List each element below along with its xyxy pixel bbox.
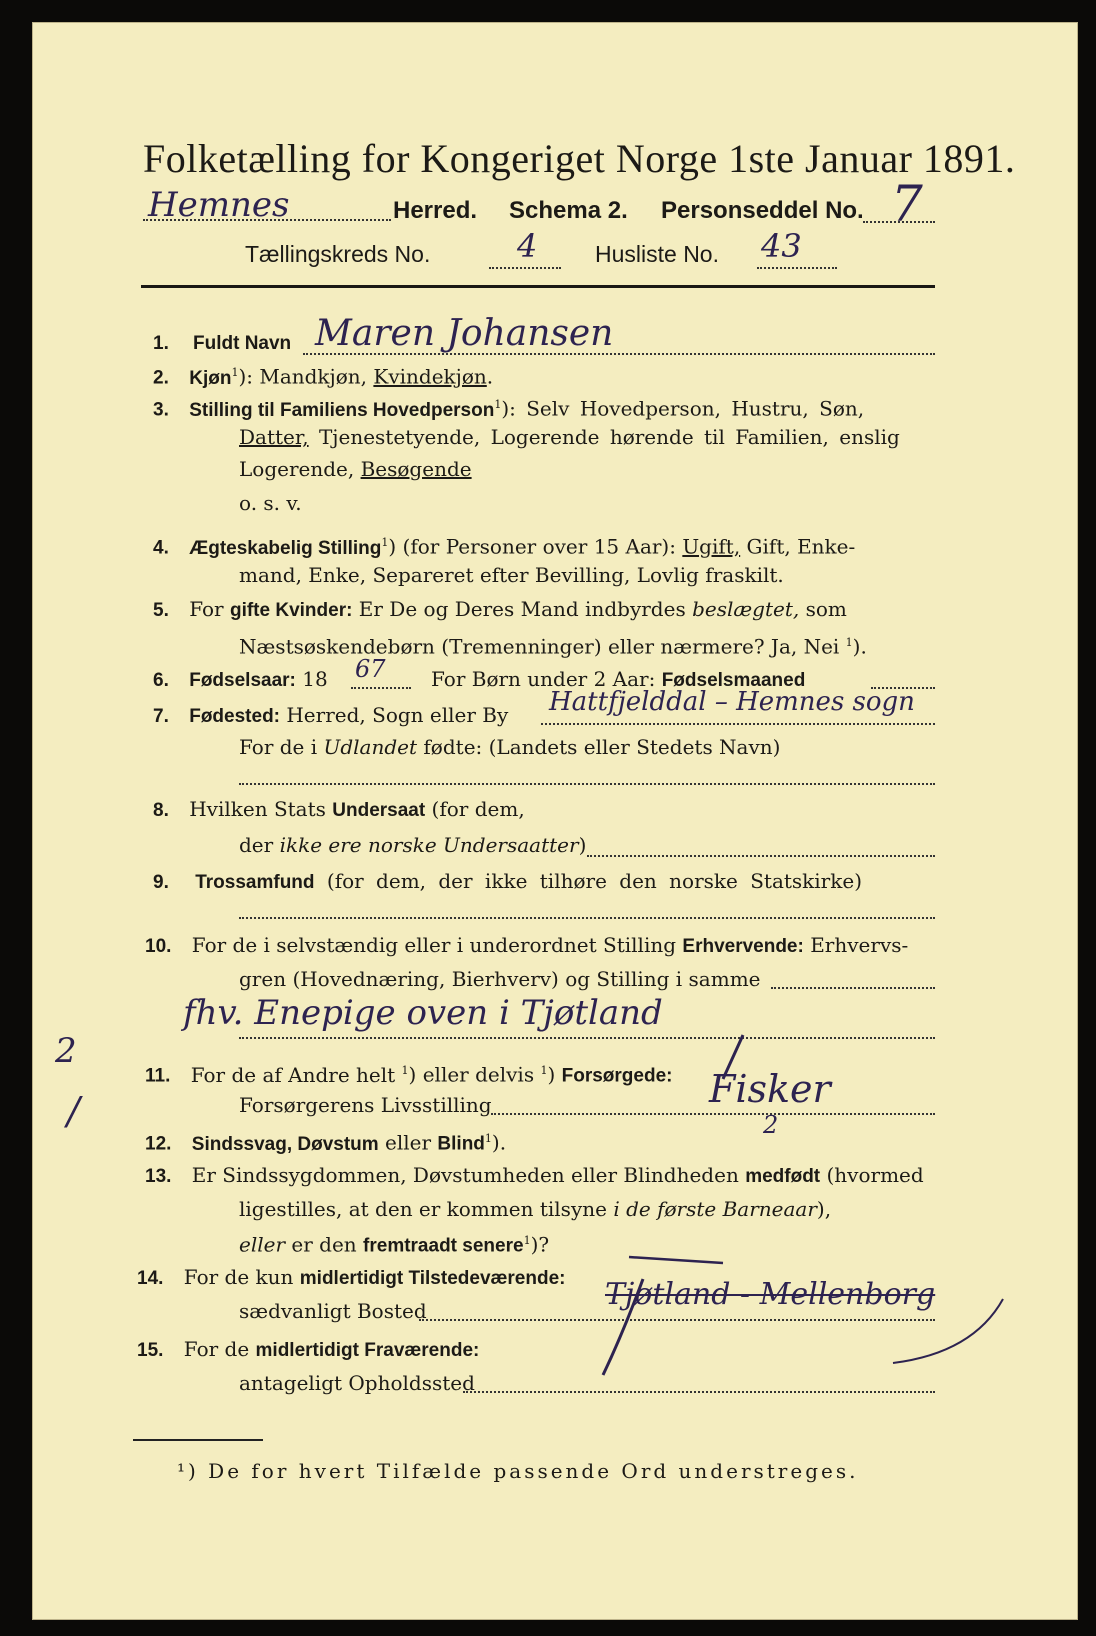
kreds-value: 4 (517, 227, 538, 265)
birth-year-prefix: 18 (302, 667, 328, 691)
footnote-ref: 1 (381, 536, 389, 549)
family-position-selected-1: Datter, (239, 425, 309, 449)
married-women-prefix: For (189, 597, 230, 621)
personseddel-label: Personseddel No. (661, 197, 864, 224)
temp-present-label: midlertidigt Tilstedeværende: (299, 1268, 566, 1289)
citizenship-dotline (587, 855, 935, 857)
item-number: 14. (137, 1268, 164, 1289)
family-position-options: ): Selv Hovedperson, Hustru, Søn, (501, 396, 865, 421)
occupation-text: For de i selvstændig eller i underordnet Stilling (191, 933, 683, 957)
citizenship-text: ) (578, 833, 587, 857)
birth-month-label: Fødselsmaaned (661, 670, 806, 691)
religion-label: Trossamfund (195, 872, 315, 893)
occupation-dotline-1 (771, 987, 935, 989)
husliste-dotline (757, 267, 837, 269)
item-number: 5. (153, 600, 169, 621)
citizenship-text: ikke ere norske Undersaatter (279, 833, 579, 857)
footnote-ref: 1 (484, 1132, 492, 1145)
form-title: Folketælling for Kongeriget Norge 1ste Januar 1891. (143, 136, 1016, 181)
provider-occupation-dotline (491, 1113, 935, 1115)
item-number: 1. (153, 333, 169, 354)
family-position-selected-2: Besøgende (360, 457, 472, 481)
marital-status-options: mand, Enke, Separeret efter Bevilling, Lovlig fraskilt. (239, 563, 784, 587)
temp-absent-label: midlertidigt Fraværende: (255, 1340, 480, 1361)
header-rule (141, 285, 935, 288)
footnote-ref: 1 (845, 636, 853, 649)
married-women-text: Er De og Deres Mand indbyrdes (352, 597, 693, 621)
occupation-dotline-2 (239, 1037, 935, 1039)
footnote-ref: 1 (523, 1234, 531, 1247)
citizenship-text: (for dem, (425, 797, 525, 821)
disability-text: eller (378, 1130, 438, 1155)
kreds-label: Tællingskreds No. (245, 241, 431, 267)
occupation-text: Erhvervs- (803, 933, 909, 957)
full-name-label: Fuldt Navn (193, 333, 292, 354)
birth-month-text: For Børn under 2 Aar: (431, 667, 662, 691)
birth-year-value: 67 (355, 655, 386, 683)
probable-stay-label: antageligt Opholdssted (239, 1371, 475, 1395)
congenital-text: eller (239, 1232, 286, 1257)
punct: . (486, 364, 494, 389)
footnote-ref: 1 (494, 398, 502, 411)
married-women-label: gifte Kvinder: (229, 600, 353, 621)
item-number: 6. (153, 670, 169, 691)
citizenship-text: Hvilken Stats (189, 797, 333, 821)
item-number: 2. (153, 367, 169, 389)
disability-label: Sindssvag, Døvstum (191, 1133, 379, 1155)
footnote-ref: 1 (231, 366, 239, 379)
provider-occupation-label: Forsørgerens Livsstilling (239, 1093, 492, 1117)
congenital-text: (hvormed (820, 1163, 924, 1187)
provider-occupation-value: Fisker (709, 1067, 831, 1111)
full-name-dotline (303, 353, 935, 355)
herred-label: Herred. (393, 197, 478, 224)
marital-status-label: Ægteskabelig Stilling (189, 537, 382, 559)
married-women-related: beslægtet, (692, 597, 800, 621)
provided-text: ) (547, 1062, 562, 1087)
congenital-text: i de første Barneaar (613, 1197, 817, 1221)
gender-label: Kjøn (189, 367, 232, 389)
family-position-options: Tjenestetyende, Logerende hørende til Familien, enslig (308, 425, 900, 449)
kreds-dotline (489, 267, 561, 269)
provided-text: ) eller delvis (408, 1062, 541, 1087)
personseddel-dotline (863, 221, 935, 223)
usual-residence-label: sædvanligt Bosted (239, 1299, 427, 1323)
blind-label: Blind (437, 1133, 485, 1155)
birth-year-label: Fødselsaar: (189, 670, 296, 691)
personseddel-value: 7 (891, 175, 923, 233)
family-position-etc: o. s. v. (239, 491, 302, 515)
footnote-rule (133, 1439, 263, 1441)
temp-absent-text: For de (183, 1337, 256, 1361)
citizenship-text: der (239, 833, 280, 857)
congenital-label: medfødt (745, 1166, 821, 1187)
full-name-value: Maren Johansen (315, 313, 614, 354)
item-number: 15. (137, 1340, 164, 1361)
congenital-text: er den (285, 1232, 364, 1257)
marital-status-selected: Ugift, (682, 534, 741, 559)
religion-dotline (239, 917, 935, 919)
census-form-sheet (32, 22, 1078, 1620)
birth-year-dotline (351, 687, 411, 689)
usual-residence-value: Tjøtland - Mellenborg (605, 1277, 936, 1312)
husliste-label: Husliste No. (595, 241, 719, 267)
disability-mark: 2 (763, 1111, 779, 1139)
item-number: 9. (153, 872, 169, 893)
gender-options: ): Mandkjøn, (238, 364, 374, 389)
birthplace-dotline (541, 723, 935, 725)
punct: ). (852, 634, 867, 659)
marital-status-options: Gift, Enke- (740, 534, 856, 559)
item-number: 10. (145, 936, 172, 957)
item-number: 13. (145, 1166, 172, 1187)
marital-status-text: ) (for Personer over 15 Aar): (388, 534, 683, 559)
later-onset-label: fremtraadt senere (363, 1235, 524, 1257)
punct: ). (491, 1130, 507, 1155)
item-number: 4. (153, 537, 169, 559)
pen-flourish (673, 1023, 773, 1083)
birthplace-label: Fødested: (189, 706, 280, 727)
occupation-label: Erhvervende: (682, 936, 804, 957)
provided-label: Forsørgede: (561, 1065, 673, 1087)
footnote-ref: 1 (540, 1064, 548, 1077)
foreign-born-text: For de i (239, 735, 324, 759)
foreign-born-text: Udlandet (323, 735, 418, 759)
occupation-text: gren (Hovednæring, Bierhverv) og Stilling i samme (239, 967, 761, 991)
married-women-text: som (799, 597, 847, 621)
schema-label: Schema 2. (509, 197, 628, 224)
footnote-ref: 1 (401, 1064, 409, 1077)
birthplace-text: Herred, Sogn eller By (286, 703, 509, 727)
foreign-born-text: fødte: (Landets eller Stedets Navn) (417, 735, 781, 759)
husliste-value: 43 (761, 227, 802, 265)
herred-dotline (143, 219, 391, 221)
foreign-born-dotline (239, 783, 935, 785)
probable-stay-dotline (463, 1391, 935, 1393)
occupation-value: fhv. Enepige oven i Tjøtland (183, 993, 663, 1033)
punct: )? (530, 1232, 550, 1257)
footnote-text: ¹) De for hvert Tilfælde passende Ord understreges. (177, 1459, 859, 1483)
provided-text: For de af Andre helt (190, 1062, 402, 1087)
family-position-options: Logerende, (239, 457, 361, 481)
gender-selected: Kvindekjøn (373, 364, 487, 389)
item-number: 11. (145, 1065, 171, 1087)
temp-present-text: For de kun (183, 1265, 300, 1289)
item-number: 12. (145, 1133, 172, 1155)
item-number: 8. (153, 800, 169, 821)
married-women-question: Næstsøskendebørn (Tremenninger) eller nærmere? Ja, Nei (239, 634, 846, 659)
congenital-text: Er Sindssygdommen, Døvstumheden eller Blindheden (191, 1163, 746, 1187)
congenital-text: ligestilles, at den er kommen tilsyne (239, 1197, 614, 1221)
citizenship-label: Undersaat (332, 800, 426, 821)
item-number: 3. (153, 399, 169, 421)
margin-mark-2: / (67, 1089, 80, 1133)
birthplace-value: Hattfjelddal – Hemnes sogn (549, 687, 915, 717)
herred-value: Hemnes (148, 185, 290, 225)
strike-slash (593, 1243, 1033, 1383)
item-number: 7. (153, 706, 169, 727)
margin-mark-1: 2 (55, 1031, 77, 1071)
religion-text: (for dem, der ikke tilhøre den norske Statskirke) (326, 869, 862, 893)
congenital-text: ), (816, 1197, 832, 1221)
family-position-label: Stilling til Familiens Hovedperson (189, 399, 495, 421)
